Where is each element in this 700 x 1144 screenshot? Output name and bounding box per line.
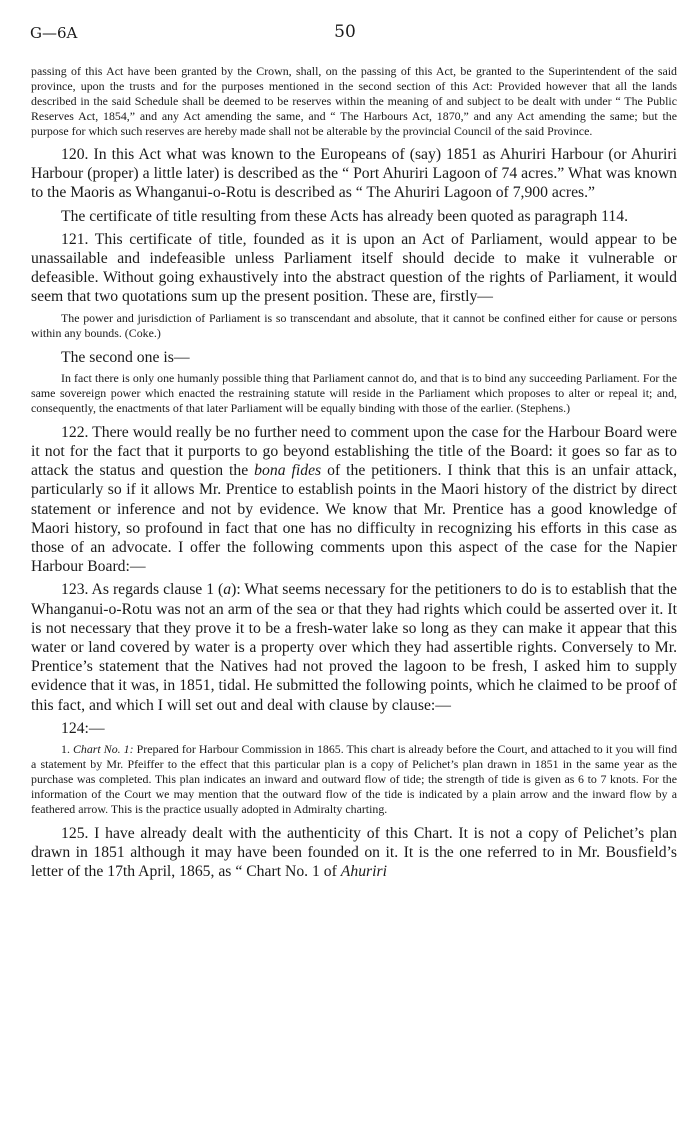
- paragraph-124: 124:—: [61, 719, 105, 737]
- paragraph-120: 120. In this Act what was known to the Europeans of (say) 1851 as Ahuriri Harbour (or Ahuriri Harbour (proper) a little later) is described as the “ Port Ahuriri Lagoon of 74 acres.” What was known to the Maoris as Whanganui-o-Rotu is described as “ The Ahuriri Lagoon of 7,900 acres.”: [31, 146, 677, 202]
- quotation-stephens: In fact there is only one humanly possible thing that Parliament cannot do, and that is to bind any succeeding Parliament. For the same sovereign power which enacted the restraining statute will reside in the Parliament which proposes to alter or repeal it; and, consequently, the enactments of that later Parliament will be equally binding with those of the earlier. (Stephens.): [31, 370, 677, 415]
- paragraph-123-part-a: 123. As regards clause 1 (: [61, 581, 224, 599]
- continued-paragraph: passing of this Act have been granted by the Crown, shall, on the passing of this Act, be granted to the Superintendent of the said province, upon the trusts and for the purposes mentioned in the second section of this Act: Provided however that all the lands described in the said Schedule shall be deemed to be reserves within the meaning of and subject to be dealt with under “ The Public Reserves Act, 1854,” and any Act amending the same, and “ The Harbours Act, 1870,” and any Act amending the same; but the purpose for which such reserves are hereby made shall not be alterable by the provincial Council of the said Province.: [31, 64, 677, 138]
- paragraph-125: [31, 824, 677, 882]
- paragraph-122: [31, 423, 677, 577]
- paragraph-123: [31, 580, 677, 714]
- page-header: [30, 22, 660, 46]
- paragraph-certificate: The certificate of title resulting from these Acts has already been quoted as paragraph 114.: [61, 207, 629, 225]
- paragraph-121: 121. This certificate of title, founded as it is upon an Act of Parliament, would appear to be unassailable and indefeasible unless Parliament itself should decide to make it vulnerable or defeasible. Without going exhaustively into the abstract question of the rights of Parliament, it would seem that two quotations sum up the present position. These are, firstly—: [31, 230, 677, 306]
- list-item-number: 1.: [61, 742, 73, 757]
- page-number: 50: [334, 22, 356, 42]
- bona-fides-term: bona fides: [254, 462, 322, 480]
- paragraph-second-quote-intro: The second one is—: [61, 348, 190, 366]
- chart-title: Chart No. 1:: [72, 742, 134, 757]
- quotation-coke: The power and jurisdiction of Parliament is so transcendant and absolute, that it cannot be confined either for cause or persons within any bounds. (Coke.): [31, 310, 677, 340]
- list-item-text: Prepared for Harbour Commission in 1865. This chart is already before the Court, and attached to it you will find a statement by Mr. Pfeiffer to the effect that this particular plan is a copy of Pelichet’s plan drawn in 1851 in the same year as the purchase was completed. This plan indicates an inward and outward flow of tide; the strength of tide is given as 6 to 7 knots. For the information of the Court we may mention that the outward flow of the tide is indicated by a plain arrow and the inward flow by a feathered arrow. This is the practice usually adopted in Admiralty charting.: [31, 742, 678, 817]
- clause-letter: a: [223, 581, 232, 599]
- paragraph-122-part-b: of the petitioners. I think that this is an unfair attack, particularly so if it allows Mr. Prentice to establish points in the Maori history of the district by direct statement or inference and not by evidence. We know that Mr. Prentice has a good knowledge of Maori history, so profound in fact that one has no difficulty in recognizing his efforts in this case as those of an advocate. I offer the following comments upon this aspect of the case for the Napier Harbour Board:—: [31, 462, 677, 576]
- list-item-chart-no-1: [31, 742, 677, 817]
- paragraph-122-part-a: 122. There would really be no further need to comment upon the case for the Harbour Board were it not for the fact that it purports to go beyond establishing the title of the Board: it goes so far as to attack the status and question the: [31, 423, 677, 480]
- paragraph-125-part-a: 125. I have already dealt with the authenticity of this Chart. It is not a copy of Pelichet’s plan drawn in 1851 although it may have been founded on it. It is the one referred to in Mr. Bousfield’s letter of the 17th April, 1865, as “ Chart No. 1 of: [31, 825, 677, 881]
- page-body: [31, 64, 677, 882]
- paragraph-123-part-b: ): What seems necessary for the petitioners to do is to establish that the Whanganui-o-Rotu was not an arm of the sea or that they had rights which could be asserted over it. It is not necessary that they prove it to be a fresh-water lake so long as they can make it appear that this water or land covered by water is a property over which they had assertible rights. Conversely to Mr. Prentice’s statement that the Natives had not proved the lagoon to be fresh, I asked him to supply evidence that it was, in 1851, tidal. He submitted the following points, which he claimed to be proof of this fact, and which I will set out and deal with clause by clause:—: [31, 581, 678, 714]
- ahuriri-term: Ahuriri: [340, 863, 387, 881]
- document-reference: G—6A: [30, 24, 78, 42]
